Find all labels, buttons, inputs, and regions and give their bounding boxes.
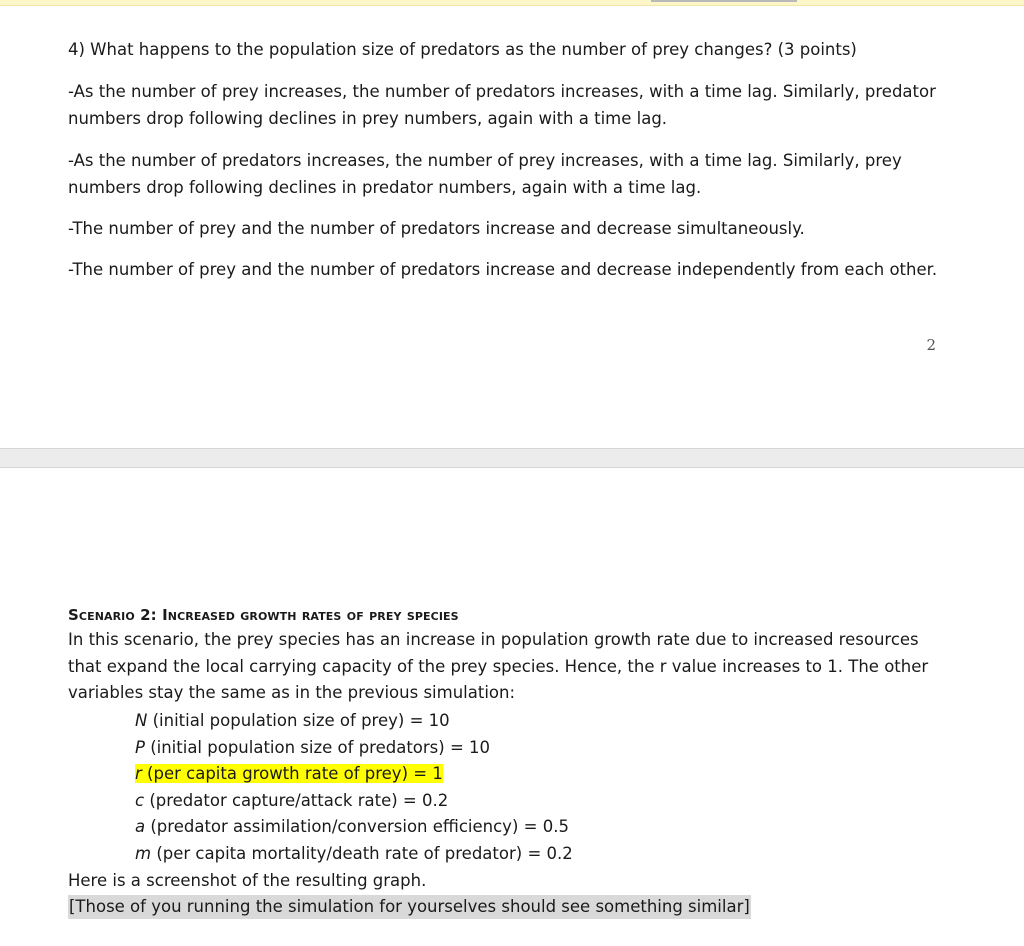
variable-description: (per capita growth rate of prey) = 1 — [141, 764, 443, 784]
variable-symbol: m — [135, 843, 152, 863]
answer-option-4: -The number of prey and the number of predators increase and decrease independently from each other. — [68, 260, 938, 279]
answer-option-1: -As the number of prey increases, the number of predators increases, with a time lag. Similarly, predator numbers drop following declines in prey numbers, again with a time lag. — [68, 82, 936, 128]
variable-description: (initial population size of prey) = 10 — [147, 711, 450, 730]
variable-symbol: P — [135, 737, 145, 757]
variable-symbol: a — [135, 817, 146, 837]
variable-symbol: r — [135, 764, 142, 784]
variable-description: (per capita mortality/death rate of predator) = 0.2 — [151, 843, 573, 863]
similar-note-highlighted: [Those of you running the simulation for yourselves should see something similar] — [68, 895, 751, 919]
document-page-2 — [0, 6, 1024, 448]
scenario-2-heading: Scenario 2: Increased growth rates of prey species — [68, 606, 459, 624]
variable-a — [135, 814, 835, 841]
screenshot-intro: Here is a screenshot of the resulting graph. — [68, 871, 427, 890]
document-page-3 — [0, 469, 1024, 946]
variable-c — [135, 788, 835, 815]
answer-option-3: -The number of prey and the number of predators increase and decrease simultaneously. — [68, 219, 805, 238]
variable-description: (initial population size of predators) = 10 — [144, 737, 491, 757]
variable-symbol: c — [135, 790, 145, 810]
variable-list — [135, 708, 835, 868]
variable-r — [135, 761, 835, 788]
variable-description: (predator capture/attack rate) = 0.2 — [144, 790, 449, 810]
question-4-text: 4) What happens to the population size of predators as the number of prey changes? (3 points) — [68, 40, 857, 59]
page-number: 2 — [926, 336, 936, 354]
answer-option-2: -As the number of predators increases, the number of prey increases, with a time lag. Similarly, prey numbers drop following declines in predator numbers, again with a time lag. — [68, 151, 902, 197]
variable-description: (predator assimilation/conversion efficiency) = 0.5 — [145, 817, 569, 837]
scenario-2-intro: In this scenario, the prey species has an increase in population growth rate due to increased resources that expand the local carrying capacity of the prey species. Hence, the r value increases to 1. The other variables stay the same as in the previous simulation: — [68, 630, 929, 703]
variable-n — [135, 708, 835, 735]
variable-p — [135, 735, 835, 762]
window-tab-indicator — [651, 0, 797, 2]
highlighted-text — [135, 764, 443, 783]
variable-m — [135, 841, 835, 868]
page-break-separator — [0, 448, 1024, 468]
variable-symbol: N — [135, 711, 148, 730]
